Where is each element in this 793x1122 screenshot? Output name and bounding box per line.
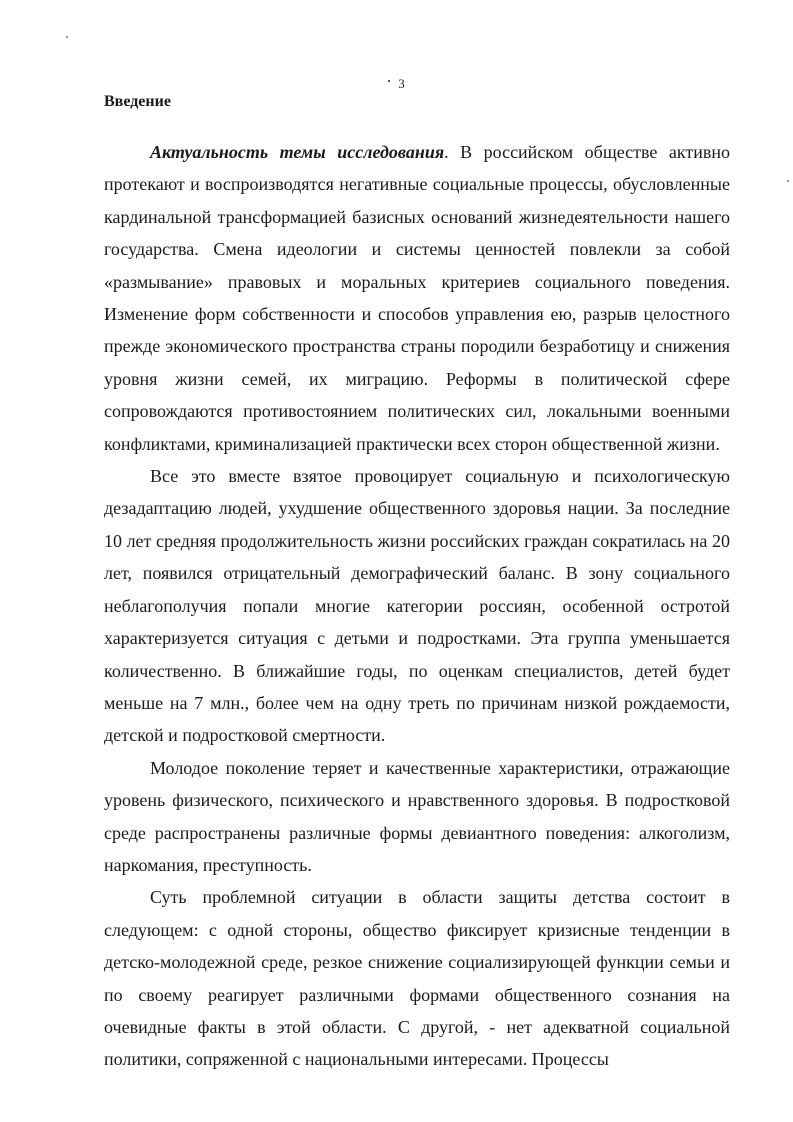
section-heading: Введение (104, 93, 171, 110)
paragraph-2: Все это вместе взятое провоцирует социальную и психологическую дезадаптацию людей, ухудшение общественного здоровья нации. За последние 10 лет средняя продолжительность жизни российских граждан сократилась на 20 лет, появился отрицательный демографический баланс. В зону социального неблагополучия попали многие категории россиян, особенной остротой характеризуется ситуация с детьми и подростками. Эта группа уменьшается количественно. В ближайшие годы, по оценкам специалистов, детей будет меньше на 7 млн., более чем на одну треть по причинам низкой рождаемости, детской и подростковой смертности. (104, 466, 730, 746)
paragraph-3: Молодое поколение теряет и качественные характеристики, отражающие уровень физического, психического и нравственного здоровья. В подростковой среде распространены различные формы девиантного поведения: алкоголизм, наркомания, преступность. (104, 757, 730, 875)
body-text (104, 136, 730, 1076)
scan-speck (787, 180, 789, 182)
paragraph-1-text: . В российском обществе активно протекают и воспроизводятся негативные социальные процессы, обусловленные кардинальной трансформацией базисных оснований жизнедеятельности нашего государства. Смена идеологии и системы ценностей повлекли за собой «размывание» правовых и моральных критериев социального поведения. Изменение форм собственности и способов управления ею, разрыв целостного прежде экономического пространства страны породили безработицу и снижения уровня жизни семей, их миграцию. Реформы в политической сфере сопровождаются противостоянием политических сил, локальными военными конфликтами, криминализацией практически всех сторон общественной жизни. (104, 142, 731, 454)
page-number: 3 (0, 76, 793, 92)
scan-speck (66, 36, 68, 38)
paragraph-1 (104, 136, 730, 460)
paragraph-4: Суть проблемной ситуации в области защиты детства состоит в следующем: с одной стороны, общество фиксирует кризисные тенденции в детско-молодежной среде, резкое снижение социализирующей функции семьи и по своему реагирует различными формами общественного сознания на очевидные факты в этой области. С другой, - нет адекватной социальной политики, сопряженной с национальными интересами. Процессы (104, 887, 730, 1070)
lead-term: Актуальность темы исследования (150, 142, 445, 162)
